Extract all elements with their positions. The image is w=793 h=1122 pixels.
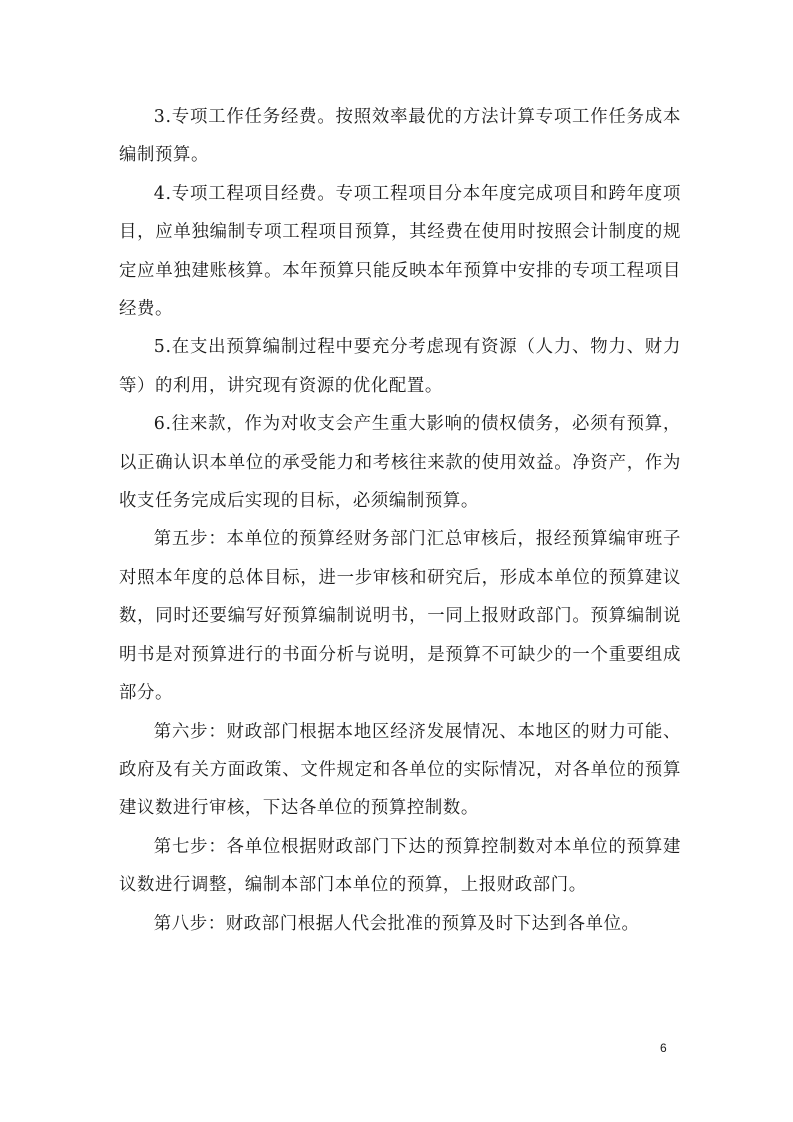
paragraph-step-5: 第五步：本单位的预算经财务部门汇总审核后，报经预算编审班子对照本年度的总体目标，进一步审核和研究后，形成本单位的预算建议数，同时还要编写好预算编制说明书，一同上报财政部门。预算编制说明书是对预算进行的书面分析与说明，是预算不可缺少的一个重要组成部分。 [119,529,681,704]
paragraph-item-6: 6.往来款，作为对收支会产生重大影响的债权债务，必须有预算，以正确认识本单位的承受能力和考核往来款的使用效益。净资产，作为收支任务完成后实现的目标，必须编制预算。 [119,414,681,512]
paragraph-step-6: 第六步：财政部门根据本地区经济发展情况、本地区的财力可能、政府及有关方面政策、文件规定和各单位的实际情况，对各单位的预算建议数进行审核，下达各单位的预算控制数。 [119,721,681,819]
page-number: 6 [660,1041,667,1055]
paragraph-item-5: 5.在支出预算编制过程中要充分考虑现有资源（人力、物力、财力等）的利用，讲究现有资源的优化配置。 [119,337,681,396]
paragraph-item-3: 3.专项工作任务经费。按照效率最优的方法计算专项工作任务成本编制预算。 [119,107,681,166]
paragraph-step-8: 第八步：财政部门根据人代会批准的预算及时下达到各单位。 [153,913,640,934]
body-text [119,98,681,943]
paragraph-step-7: 第七步：各单位根据财政部门下达的预算控制数对本单位的预算建议数进行调整，编制本部门本单位的预算，上报财政部门。 [119,836,681,896]
paragraph-item-4: 4.专项工程项目经费。专项工程项目分本年度完成项目和跨年度项目，应单独编制专项工程项目预算，其经费在使用时按照会计制度的规定应单独建账核算。本年预算只能反映本年预算中安排的专项工程项目经费。 [119,183,681,320]
